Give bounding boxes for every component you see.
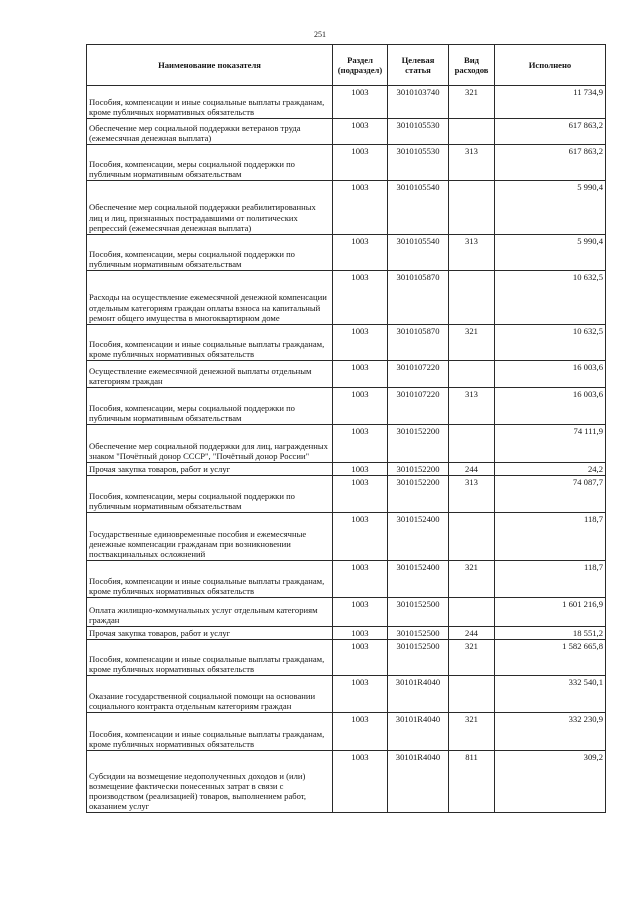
row-amount: 16 003,6 [495, 388, 606, 425]
row-amount: 1 601 216,9 [495, 598, 606, 627]
header-amount: Исполнено [495, 45, 606, 86]
table-row [87, 476, 606, 513]
row-type [449, 598, 495, 627]
header-row [87, 45, 606, 86]
row-article: 3010107220 [388, 388, 449, 425]
row-name: Государственные единовременные пособия и ежемесячные денежные компенсации гражданам при возникновении поствакцинальных осложнений [87, 513, 333, 561]
row-type: 313 [449, 388, 495, 425]
header-article: Целевая статья [388, 45, 449, 86]
row-name: Пособия, компенсации, меры социальной поддержки по публичным нормативным обязательствам [87, 145, 333, 181]
row-section: 1003 [333, 476, 388, 513]
row-type [449, 119, 495, 145]
row-type [449, 513, 495, 561]
row-section: 1003 [333, 463, 388, 476]
row-name: Субсидии на возмещение недополученных доходов и (или) возмещение фактически понесенных затрат в связи с производством (реализацией) товаров, выполнением работ, оказанием услуг [87, 751, 333, 813]
header-type: Вид расходов [449, 45, 495, 86]
row-article: 30101R4040 [388, 713, 449, 751]
row-type: 313 [449, 235, 495, 271]
row-name: Прочая закупка товаров, работ и услуг [87, 463, 333, 476]
row-article: 3010152400 [388, 561, 449, 598]
table-row [87, 513, 606, 561]
table-row [87, 713, 606, 751]
row-section: 1003 [333, 713, 388, 751]
table-row [87, 119, 606, 145]
table-row [87, 388, 606, 425]
row-type [449, 271, 495, 325]
row-article: 3010105870 [388, 271, 449, 325]
row-name: Оказание государственной социальной помощи на основании социального контракта отдельным категориям граждан [87, 676, 333, 713]
row-section: 1003 [333, 86, 388, 119]
row-type [449, 181, 495, 235]
row-type: 313 [449, 476, 495, 513]
row-amount: 10 632,5 [495, 325, 606, 361]
row-section: 1003 [333, 627, 388, 640]
row-section: 1003 [333, 513, 388, 561]
row-article: 3010105530 [388, 145, 449, 181]
table-row [87, 181, 606, 235]
table-row [87, 640, 606, 676]
page-number: 251 [314, 30, 326, 39]
row-section: 1003 [333, 235, 388, 271]
row-type: 244 [449, 463, 495, 476]
row-section: 1003 [333, 361, 388, 388]
row-amount: 617 863,2 [495, 145, 606, 181]
row-amount: 118,7 [495, 561, 606, 598]
row-name: Пособия, компенсации, меры социальной поддержки по публичным нормативным обязательствам [87, 476, 333, 513]
row-name: Пособия, компенсации, меры социальной поддержки по публичным нормативным обязательствам [87, 388, 333, 425]
row-type: 244 [449, 627, 495, 640]
row-section: 1003 [333, 271, 388, 325]
row-amount: 332 540,1 [495, 676, 606, 713]
row-article: 3010105870 [388, 325, 449, 361]
row-type: 321 [449, 325, 495, 361]
row-amount: 24,2 [495, 463, 606, 476]
row-article: 3010152500 [388, 627, 449, 640]
table-row [87, 271, 606, 325]
row-amount: 332 230,9 [495, 713, 606, 751]
row-section: 1003 [333, 751, 388, 813]
row-name: Пособия, компенсации, меры социальной поддержки по публичным нормативным обязательствам [87, 235, 333, 271]
row-article: 3010152200 [388, 425, 449, 463]
row-name: Пособия, компенсации и иные социальные выплаты гражданам, кроме публичных нормативных обязательств [87, 86, 333, 119]
row-type [449, 425, 495, 463]
row-section: 1003 [333, 388, 388, 425]
row-section: 1003 [333, 181, 388, 235]
row-article: 3010105530 [388, 119, 449, 145]
row-article: 3010105540 [388, 181, 449, 235]
row-name: Обеспечение мер социальной поддержки для лиц, награжденных знаком "Почётный донор СССР", "Почётный донор России" [87, 425, 333, 463]
table-row [87, 627, 606, 640]
row-article: 3010105540 [388, 235, 449, 271]
row-name: Пособия, компенсации и иные социальные выплаты гражданам, кроме публичных нормативных обязательств [87, 325, 333, 361]
row-name: Пособия, компенсации и иные социальные выплаты гражданам, кроме публичных нормативных обязательств [87, 561, 333, 598]
row-section: 1003 [333, 598, 388, 627]
row-amount: 1 582 665,8 [495, 640, 606, 676]
row-section: 1003 [333, 676, 388, 713]
row-section: 1003 [333, 145, 388, 181]
table-row [87, 463, 606, 476]
table-row [87, 235, 606, 271]
row-article: 3010103740 [388, 86, 449, 119]
row-amount: 74 087,7 [495, 476, 606, 513]
table-row [87, 598, 606, 627]
row-type: 321 [449, 713, 495, 751]
row-amount: 18 551,2 [495, 627, 606, 640]
header-name: Наименование показателя [87, 45, 333, 86]
table-row [87, 751, 606, 813]
row-amount: 118,7 [495, 513, 606, 561]
row-name: Оплата жилищно-коммунальных услуг отдельным категориям граждан [87, 598, 333, 627]
row-name: Осуществление ежемесячной денежной выплаты отдельным категориям граждан [87, 361, 333, 388]
row-type: 811 [449, 751, 495, 813]
table-row [87, 86, 606, 119]
row-amount: 5 990,4 [495, 181, 606, 235]
row-article: 3010152200 [388, 463, 449, 476]
row-name: Обеспечение мер социальной поддержки реабилитированных лиц и лиц, признанных пострадавшими от политических репрессий (ежемесячная денежная выплата) [87, 181, 333, 235]
row-article: 3010152500 [388, 598, 449, 627]
budget-table [86, 44, 606, 813]
row-type: 321 [449, 561, 495, 598]
row-section: 1003 [333, 561, 388, 598]
table-row [87, 561, 606, 598]
table-row [87, 145, 606, 181]
row-amount: 74 111,9 [495, 425, 606, 463]
row-amount: 5 990,4 [495, 235, 606, 271]
row-section: 1003 [333, 119, 388, 145]
row-article: 3010152500 [388, 640, 449, 676]
row-name: Пособия, компенсации и иные социальные выплаты гражданам, кроме публичных нормативных обязательств [87, 713, 333, 751]
row-amount: 11 734,9 [495, 86, 606, 119]
row-type: 313 [449, 145, 495, 181]
row-type: 321 [449, 86, 495, 119]
row-section: 1003 [333, 640, 388, 676]
table-row [87, 361, 606, 388]
row-article: 30101R4040 [388, 751, 449, 813]
row-section: 1003 [333, 425, 388, 463]
table-row [87, 325, 606, 361]
row-amount: 10 632,5 [495, 271, 606, 325]
row-amount: 309,2 [495, 751, 606, 813]
row-section: 1003 [333, 325, 388, 361]
row-article: 3010152400 [388, 513, 449, 561]
row-name: Обеспечение мер социальной поддержки ветеранов труда (ежемесячная денежная выплата) [87, 119, 333, 145]
row-article: 30101R4040 [388, 676, 449, 713]
row-name: Пособия, компенсации и иные социальные выплаты гражданам, кроме публичных нормативных обязательств [87, 640, 333, 676]
row-article: 3010107220 [388, 361, 449, 388]
row-type [449, 676, 495, 713]
row-name: Расходы на осуществление ежемесячной денежной компенсации отдельным категориям граждан оплаты взноса на капитальный ремонт общего имущества в многоквартирном доме [87, 271, 333, 325]
table-row [87, 425, 606, 463]
row-name: Прочая закупка товаров, работ и услуг [87, 627, 333, 640]
row-amount: 16 003,6 [495, 361, 606, 388]
table-row [87, 676, 606, 713]
row-amount: 617 863,2 [495, 119, 606, 145]
row-type [449, 361, 495, 388]
row-type: 321 [449, 640, 495, 676]
header-section: Раздел (подраздел) [333, 45, 388, 86]
row-article: 3010152200 [388, 476, 449, 513]
